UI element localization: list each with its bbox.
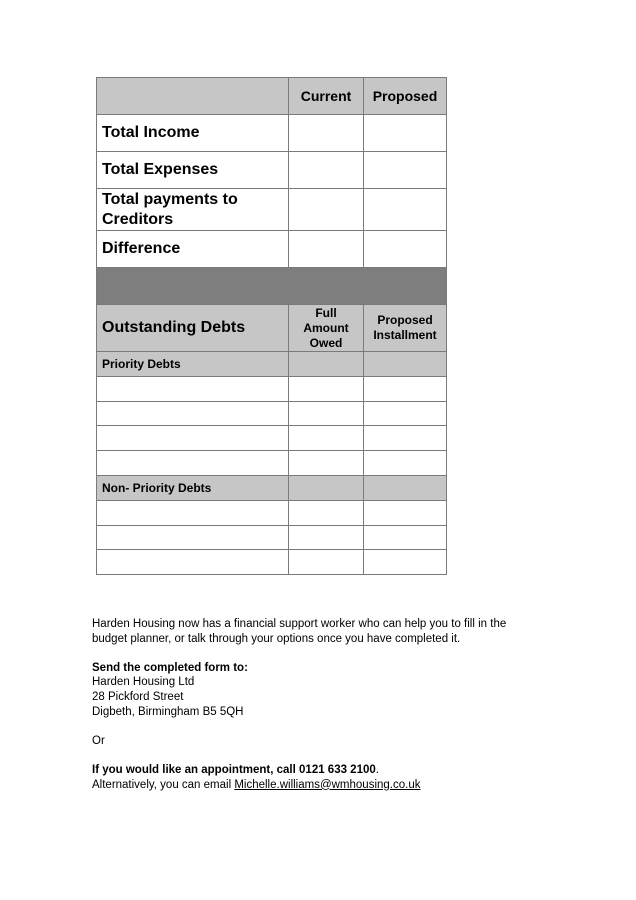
- non-priority-debt-amount-cell[interactable]: [289, 550, 364, 575]
- priority-debt-amount-cell[interactable]: [289, 402, 364, 426]
- non-priority-debt-amount-cell[interactable]: [289, 526, 364, 550]
- priority-header-cell: [289, 352, 364, 377]
- row-total-expenses: Total Expenses: [97, 152, 289, 189]
- header-proposed-installment: Proposed Installment: [364, 305, 447, 352]
- total-income-proposed-cell[interactable]: [364, 115, 447, 152]
- or-text: Or: [92, 734, 105, 747]
- address-line: Digbeth, Birmingham B5 5QH: [92, 705, 244, 718]
- priority-debt-installment-cell[interactable]: [364, 451, 447, 476]
- priority-debt-installment-cell[interactable]: [364, 402, 447, 426]
- non-priority-header-cell: [289, 476, 364, 501]
- priority-debts-label: Priority Debts: [97, 352, 289, 377]
- row-total-income: Total Income: [97, 115, 289, 152]
- non-priority-debt-installment-cell[interactable]: [364, 501, 447, 526]
- address-line: 28 Pickford Street: [92, 690, 184, 703]
- non-priority-debt-name-cell[interactable]: [97, 526, 289, 550]
- contact-info: [92, 617, 532, 792]
- non-priority-debts-label: Non- Priority Debts: [97, 476, 289, 501]
- priority-debt-name-cell[interactable]: [97, 402, 289, 426]
- total-payments-proposed-cell[interactable]: [364, 189, 447, 231]
- priority-debt-amount-cell[interactable]: [289, 377, 364, 402]
- header-blank: [97, 78, 289, 115]
- priority-debt-name-cell[interactable]: [97, 377, 289, 402]
- non-priority-debt-name-cell[interactable]: [97, 550, 289, 575]
- total-expenses-current-cell[interactable]: [289, 152, 364, 189]
- priority-debt-installment-cell[interactable]: [364, 426, 447, 451]
- header-proposed: Proposed: [364, 78, 447, 115]
- separator-row: [97, 268, 447, 305]
- send-heading: Send the completed form to:: [92, 661, 248, 674]
- total-income-current-cell[interactable]: [289, 115, 364, 152]
- total-payments-current-cell[interactable]: [289, 189, 364, 231]
- priority-debt-installment-cell[interactable]: [364, 377, 447, 402]
- priority-debt-name-cell[interactable]: [97, 426, 289, 451]
- address-line: Harden Housing Ltd: [92, 676, 195, 689]
- header-current: Current: [289, 78, 364, 115]
- difference-proposed-cell[interactable]: [364, 231, 447, 268]
- intro-paragraph: Harden Housing now has a financial support worker who can help you to fill in the budget planner, or talk through your options once you have completed it.: [92, 618, 507, 645]
- total-expenses-proposed-cell[interactable]: [364, 152, 447, 189]
- row-total-payments: Total payments to Creditors: [97, 189, 289, 231]
- non-priority-header-cell: [364, 476, 447, 501]
- appointment-text: If you would like an appointment, call 0121 633 2100: [92, 763, 376, 776]
- difference-current-cell[interactable]: [289, 231, 364, 268]
- email-prefix: Alternatively, you can email: [92, 778, 235, 791]
- non-priority-debt-installment-cell[interactable]: [364, 550, 447, 575]
- priority-debt-amount-cell[interactable]: [289, 451, 364, 476]
- priority-debt-amount-cell[interactable]: [289, 426, 364, 451]
- budget-table: [96, 77, 447, 575]
- header-full-amount-owed: Full Amount Owed: [289, 305, 364, 352]
- appointment-period: .: [375, 763, 379, 776]
- outstanding-debts-title: Outstanding Debts: [97, 305, 289, 352]
- email-link[interactable]: Michelle.williams@wmhousing.co.uk: [234, 778, 421, 791]
- priority-debt-name-cell[interactable]: [97, 451, 289, 476]
- row-difference: Difference: [97, 231, 289, 268]
- non-priority-debt-name-cell[interactable]: [97, 501, 289, 526]
- priority-header-cell: [364, 352, 447, 377]
- non-priority-debt-amount-cell[interactable]: [289, 501, 364, 526]
- non-priority-debt-installment-cell[interactable]: [364, 526, 447, 550]
